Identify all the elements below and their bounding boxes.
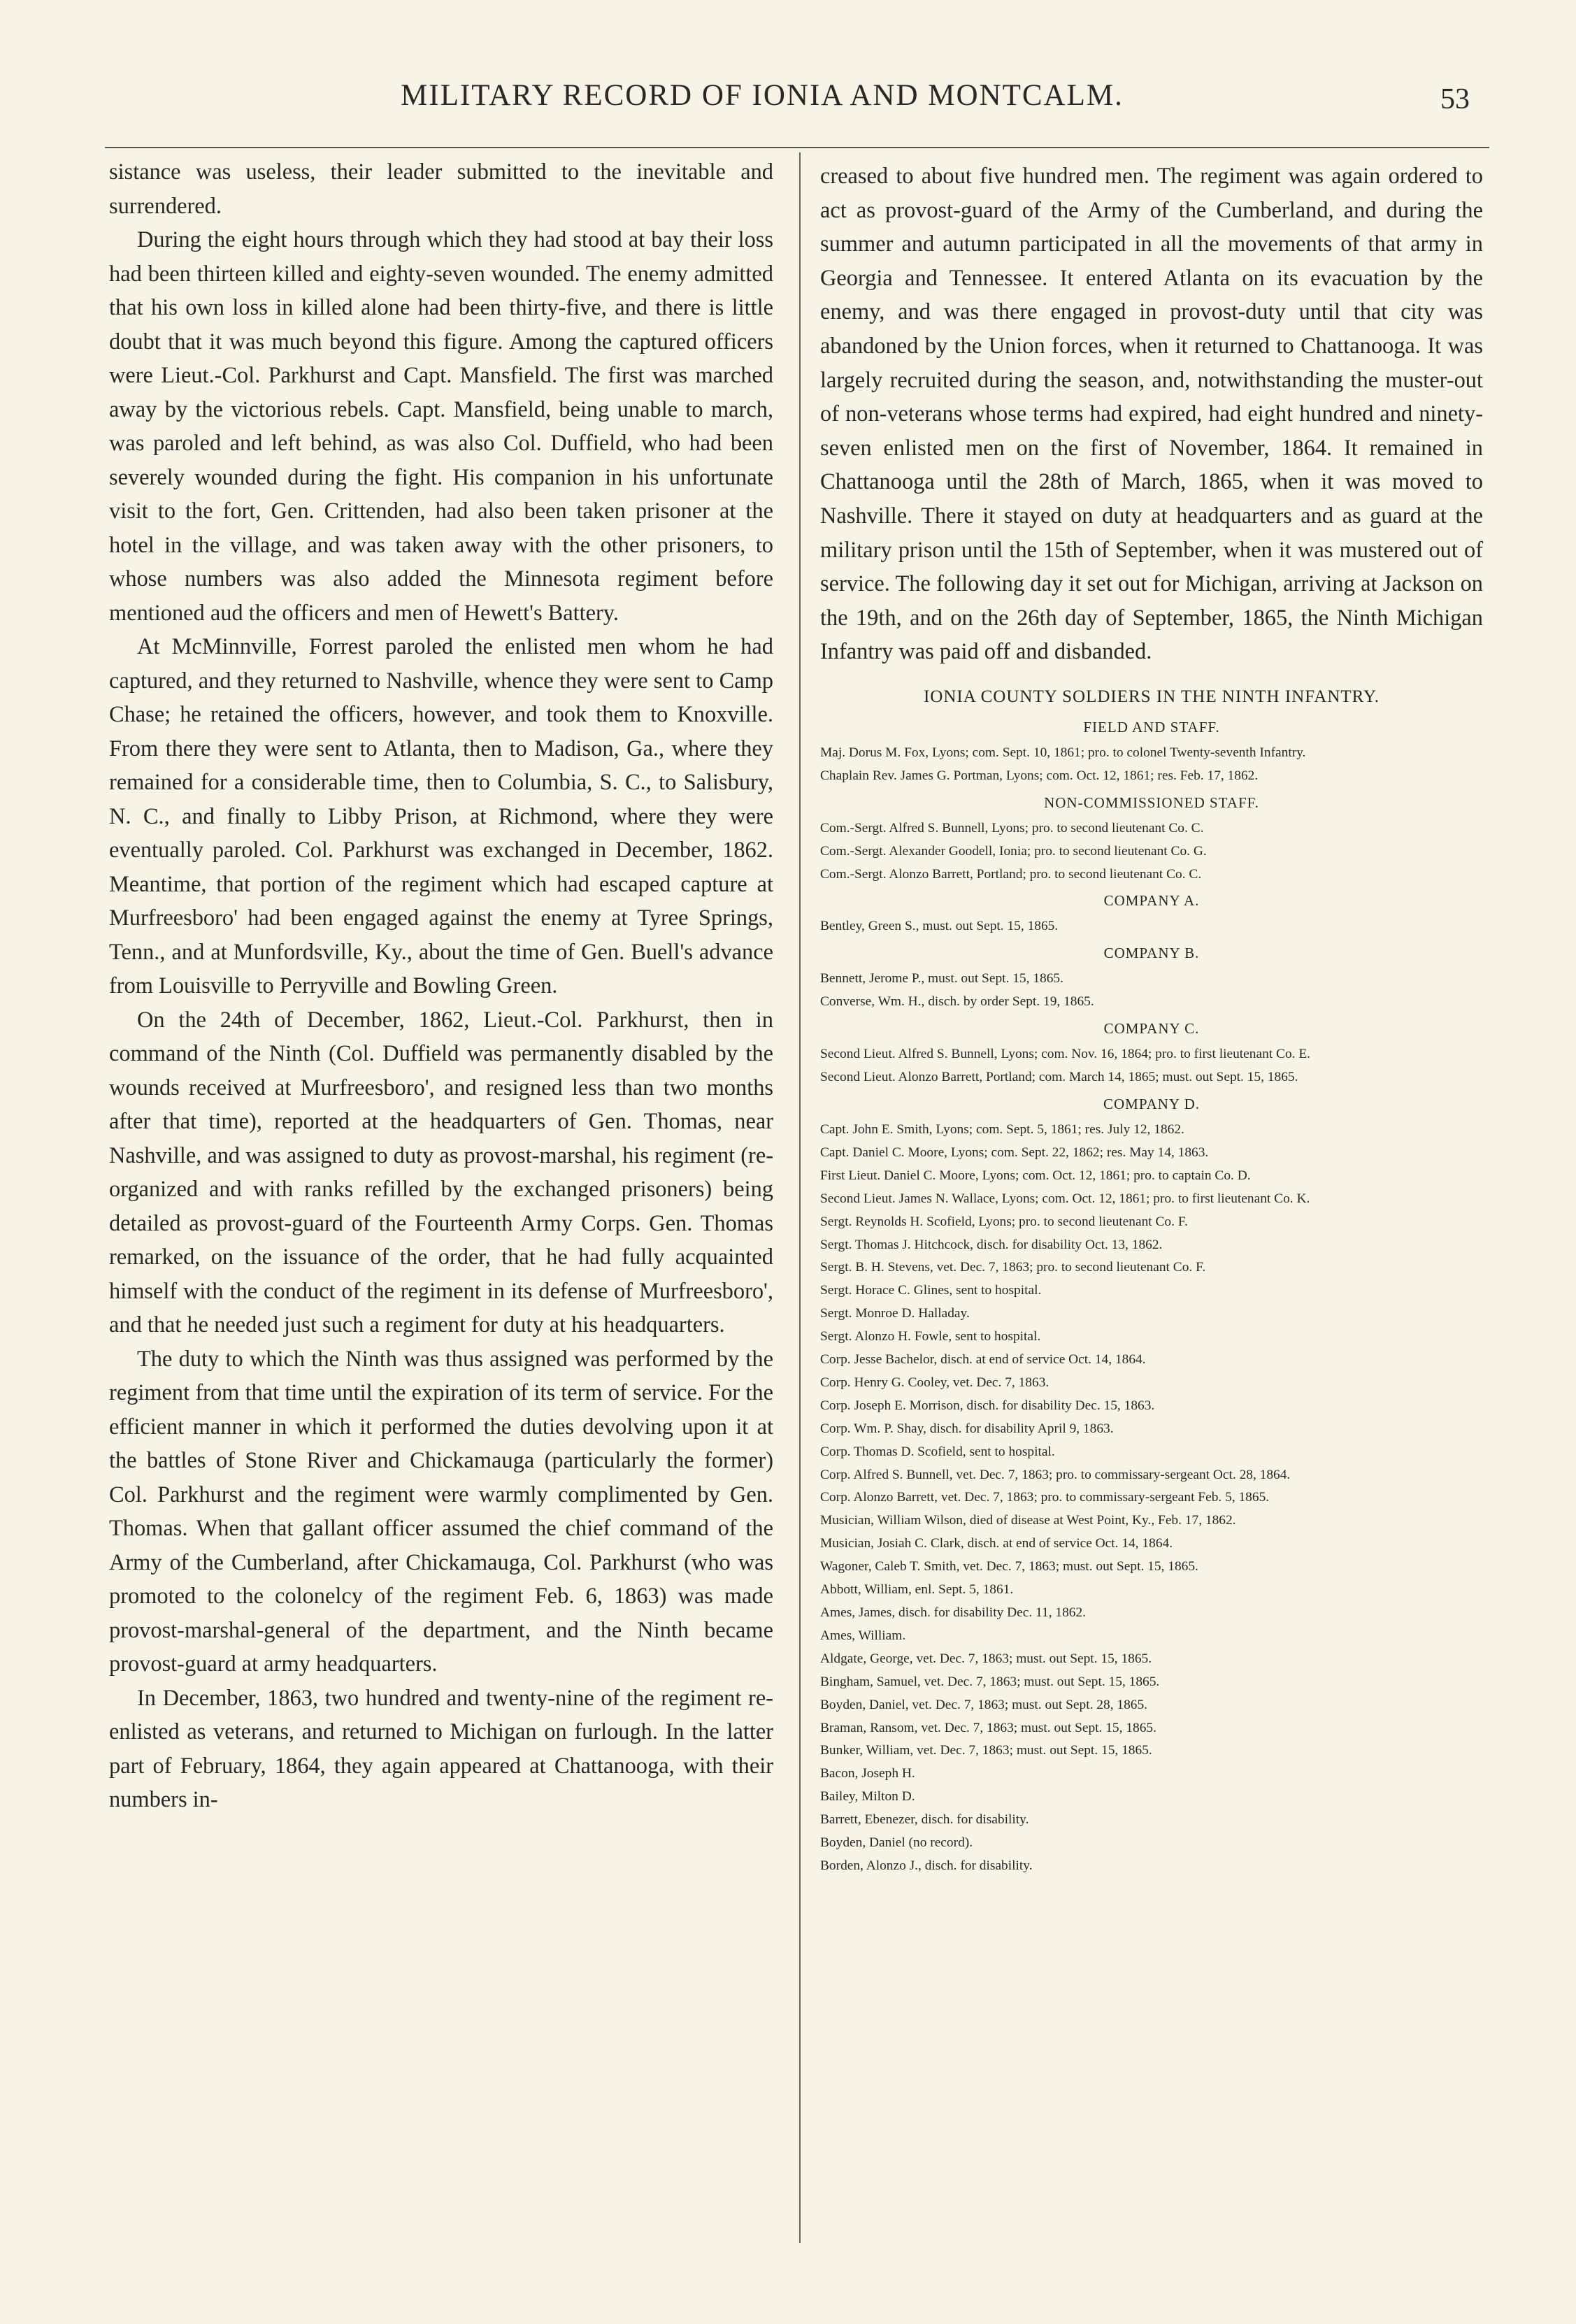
paragraph: sistance was useless, their leader submitted to the inevitable and surrendered.: [109, 159, 773, 219]
section-heading: COMPANY A.: [1103, 892, 1200, 910]
section-heading: FIELD AND STAFF.: [1083, 718, 1220, 736]
roster-entry: Musician, William Wilson, died of disease at West Point, Ky., Feb. 17, 1862.: [820, 1513, 1236, 1528]
right-column: [820, 159, 1483, 1878]
paragraph: At McMinnville, Forrest paroled the enlisted men whom he had captured, and they returned to Nashville, whence they were sent to Camp Chase; he retained the officers, however, and took them to Knoxville. From there they were sent to Atlanta, then to Madison, Ga., where they remained for a considerable time, then to Columbia, S. C., to Salisbury, N. C., and finally to Libby Prison, at Richmond, where they were eventually paroled. Col. Parkhurst was exchanged in December, 1862. Meantime, that portion of the regiment which had escaped capture at Murfreesboro' had been engaged against the enemy at Tyree Springs, Tenn., and at Munfordsville, Ky., about the time of Gen. Buell's advance from Louisville to Perryville and Bowling Green.: [109, 634, 773, 998]
field-staff-list: [820, 742, 1483, 788]
roster-title: IONIA COUNTY SOLDIERS IN THE NINTH INFANTRY.: [923, 687, 1380, 706]
roster-entry: Corp. Alonzo Barrett, vet. Dec. 7, 1863; pro. to commissary-sergeant Feb. 5, 1865.: [820, 1490, 1270, 1505]
roster-entry: Corp. Wm. P. Shay, disch. for disability April 9, 1863.: [820, 1421, 1114, 1436]
section-heading: COMPANY B.: [1103, 945, 1200, 962]
roster-entry: Braman, Ransom, vet. Dec. 7, 1863; must. out Sept. 15, 1865.: [820, 1720, 1156, 1735]
running-header-title: MILITARY RECORD OF IONIA AND MONTCALM.: [401, 79, 1124, 112]
roster-entry: Chaplain Rev. James G. Portman, Lyons; com. Oct. 12, 1861; res. Feb. 17, 1862.: [820, 768, 1259, 783]
roster-entry: Corp. Henry G. Cooley, vet. Dec. 7, 1863.: [820, 1375, 1050, 1390]
column-divider: [799, 152, 801, 2243]
roster-entry: Sergt. Reynolds H. Scofield, Lyons; pro. to second lieutenant Co. F.: [820, 1214, 1188, 1229]
roster-entry: Bennett, Jerome P., must. out Sept. 15, 1865.: [820, 971, 1063, 987]
left-column: [109, 155, 773, 1817]
roster-entry: Bunker, William, vet. Dec. 7, 1863; must. out Sept. 15, 1865.: [820, 1743, 1152, 1758]
roster-entry: Second Lieut. Alonzo Barrett, Portland; com. March 14, 1865; must. out Sept. 15, 1865.: [820, 1070, 1298, 1085]
roster-entry: Borden, Alonzo J., disch. for disability.: [820, 1858, 1033, 1873]
roster-entry: Ames, William.: [820, 1628, 906, 1643]
roster-entry: Sergt. Monroe D. Halladay.: [820, 1306, 970, 1321]
roster-entry: Boyden, Daniel (no record).: [820, 1835, 973, 1851]
roster-entry: Com.-Sergt. Alexander Goodell, Ionia; pro. to second lieutenant Co. G.: [820, 843, 1207, 859]
roster-entry: Bacon, Joseph H.: [820, 1766, 915, 1781]
paragraph: On the 24th of December, 1862, Lieut.-Col. Parkhurst, then in command of the Ninth (Col. Duffield was permanently disabled by the wounds received at Murfreesboro', and resigned less than two months after that time), reported at the headquarters of Gen. Thomas, near Nashville, and was assigned to duty as provost-marshal, his regiment (re-organized and with ranks refilled by the exchanged prisoners) being detailed as provost-guard of the Fourteenth Army Corps. Gen. Thomas remarked, on the issuance of the order, that he had fully acquainted himself with the conduct of the regiment in its defense of Murfreesboro', and that he needed just such a regiment for duty at his headquarters.: [109, 1007, 773, 1337]
roster-entry: Bailey, Milton D.: [820, 1789, 915, 1805]
roster-entry: Sergt. Thomas J. Hitchcock, disch. for disability Oct. 13, 1862.: [820, 1237, 1163, 1252]
roster-entry: Abbott, William, enl. Sept. 5, 1861.: [820, 1582, 1014, 1598]
paragraph: In December, 1863, two hundred and twenty-nine of the regiment re-enlisted as veterans, and returned to Michigan on furlough. In the latter part of February, 1864, they again appeared at Chattanooga, with their numbers in-: [109, 1685, 773, 1812]
roster-entry: Bingham, Samuel, vet. Dec. 7, 1863; must. out Sept. 15, 1865.: [820, 1674, 1160, 1689]
company-a-list: [820, 915, 1483, 938]
non-commissioned-staff-list: [820, 817, 1483, 887]
roster-entry: Corp. Thomas D. Scofield, sent to hospital.: [820, 1444, 1055, 1459]
roster-entry: Second Lieut. Alfred S. Bunnell, Lyons; com. Nov. 16, 1864; pro. to first lieutenant Co. E.: [820, 1047, 1311, 1062]
roster-entry: Wagoner, Caleb T. Smith, vet. Dec. 7, 1863; must. out Sept. 15, 1865.: [820, 1559, 1198, 1575]
roster-entry: Musician, Josiah C. Clark, disch. at end of service Oct. 14, 1864.: [820, 1536, 1173, 1551]
roster-entry: Maj. Dorus M. Fox, Lyons; com. Sept. 10, 1861; pro. to colonel Twenty-seventh Infantry.: [820, 745, 1306, 760]
roster-entry: Corp. Alfred S. Bunnell, vet. Dec. 7, 1863; pro. to commissary-sergeant Oct. 28, 1864.: [820, 1467, 1291, 1482]
roster-entry: Converse, Wm. H., disch. by order Sept. 19, 1865.: [820, 994, 1094, 1010]
roster-entry: First Lieut. Daniel C. Moore, Lyons; com. Oct. 12, 1861; pro. to captain Co. D.: [820, 1168, 1251, 1183]
paragraph: During the eight hours through which they had stood at bay their loss had been thirteen killed and eighty-seven wounded. The enemy admitted that his own loss in killed alone had been thirty-five, and there is little doubt that it was much beyond this figure. Among the captured officers were Lieut.-Col. Parkhurst and Capt. Mansfield. The first was marched away by the victorious rebels. Capt. Mansfield, being unable to march, was paroled and left behind, as was also Col. Duffield, who had been severely wounded during the fight. His companion in his unfortunate visit to the fort, Gen. Crittenden, had also been taken prisoner at the hotel in the village, and was taken away with the other prisoners, to whose numbers was also added the Minnesota regiment before mentioned aud the officers and men of Hewett's Battery.: [109, 227, 773, 626]
company-d-list: [820, 1119, 1483, 1878]
roster-entry: Ames, James, disch. for disability Dec. 11, 1862.: [820, 1605, 1087, 1620]
company-c-list: [820, 1043, 1483, 1089]
roster-entry: Corp. Jesse Bachelor, disch. at end of service Oct. 14, 1864.: [820, 1352, 1146, 1368]
roster-entry: Sergt. Horace C. Glines, sent to hospital.: [820, 1283, 1042, 1298]
roster-entry: Sergt. Alonzo H. Fowle, sent to hospital.: [820, 1329, 1041, 1344]
roster-entry: Bentley, Green S., must. out Sept. 15, 1865.: [820, 919, 1059, 934]
roster-entry: Capt. John E. Smith, Lyons; com. Sept. 5, 1861; res. July 12, 1862.: [820, 1121, 1184, 1137]
roster-entry: Corp. Joseph E. Morrison, disch. for disability Dec. 15, 1863.: [820, 1398, 1155, 1413]
roster-entry: Com.-Sergt. Alfred S. Bunnell, Lyons; pro. to second lieutenant Co. C.: [820, 820, 1204, 835]
roster-entry: Aldgate, George, vet. Dec. 7, 1863; must. out Sept. 15, 1865.: [820, 1651, 1152, 1666]
roster-entry: Boyden, Daniel, vet. Dec. 7, 1863; must. out Sept. 28, 1865.: [820, 1697, 1148, 1712]
header-rule: [105, 147, 1489, 148]
section-heading: COMPANY C.: [1103, 1020, 1200, 1038]
section-heading: NON-COMMISSIONED STAFF.: [1044, 794, 1259, 811]
roster-entry: Capt. Daniel C. Moore, Lyons; com. Sept. 22, 1862; res. May 14, 1863.: [820, 1145, 1209, 1160]
paragraph: creased to about five hundred men. The regiment was again ordered to act as provost-guard of the Army of the Cumberland, and during the summer and autumn participated in all the movements of that army in Georgia and Tennessee. It entered Atlanta on its evacuation by the enemy, and was there engaged in provost-duty until that city was abandoned by the Union forces, when it returned to Chattanooga. It was largely recruited during the season, and, notwithstanding the muster-out of non-veterans whose terms had expired, had eight hundred and ninety-seven enlisted men on the first of November, 1864. It remained in Chattanooga until the 28th of March, 1865, when it was moved to Nashville. There it stayed on duty at headquarters and as guard at the military prison until the 15th of September, when it was mustered out of service. The following day it set out for Michigan, arriving at Jackson on the 19th, and on the 26th day of September, 1865, the Ninth Michigan Infantry was paid off and disbanded.: [820, 164, 1483, 665]
page-number: 53: [1440, 83, 1470, 115]
roster-entry: Com.-Sergt. Alonzo Barrett, Portland; pro. to second lieutenant Co. C.: [820, 866, 1202, 882]
roster-entry: Barrett, Ebenezer, disch. for disability.: [820, 1812, 1029, 1828]
company-b-list: [820, 968, 1483, 1014]
section-heading: COMPANY D.: [1103, 1095, 1200, 1112]
roster-entry: Second Lieut. James N. Wallace, Lyons; com. Oct. 12, 1861; pro. to first lieutenant Co. K.: [820, 1191, 1310, 1206]
paragraph: The duty to which the Ninth was thus assigned was performed by the regiment from that time until the expiration of its term of service. For the efficient manner in which it performed the duties devolving upon it at the battles of Stone River and Chickamauga (particularly the former) Col. Parkhurst and the regiment were warmly complimented by Gen. Thomas. When that gallant officer assumed the chief command of the Army of the Cumberland, after Chickamauga, Col. Parkhurst (who was promoted to the colonelcy of the regiment Feb. 6, 1863) was made provost-marshal-general of the department, and the Ninth became provost-guard at army headquarters.: [109, 1346, 773, 1677]
soldier-roster: [820, 682, 1483, 1878]
roster-entry: Sergt. B. H. Stevens, vet. Dec. 7, 1863; pro. to second lieutenant Co. F.: [820, 1260, 1206, 1275]
